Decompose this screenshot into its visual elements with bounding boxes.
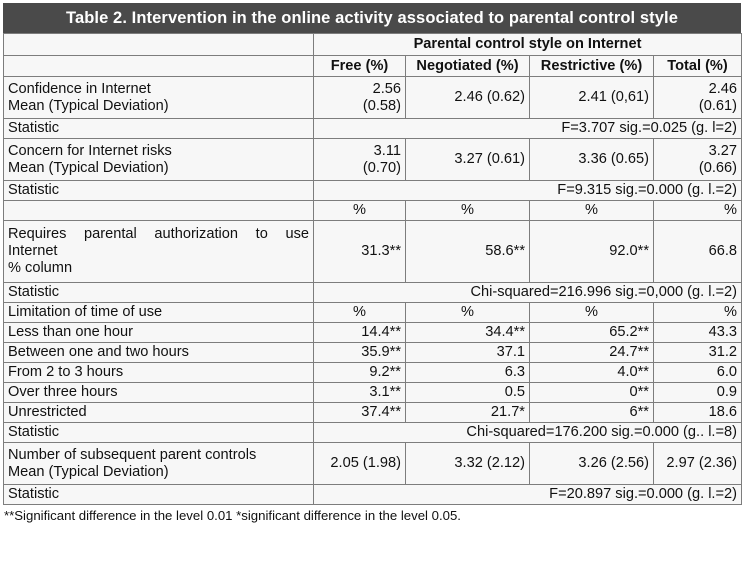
- table-row-statistic: [4, 119, 742, 139]
- cell-line: (0.58): [362, 97, 401, 114]
- cell-total: %: [654, 201, 742, 221]
- cell-total: [654, 77, 742, 119]
- statistic-value: Chi-squared=216.996 sig.=0,000 (g. l.=2): [314, 283, 742, 303]
- row-label: Over three hours: [4, 383, 314, 403]
- statistic-value: F=20.897 sig.=0.000 (g. l.=2): [314, 485, 742, 505]
- cell-line: 3.27: [708, 142, 737, 159]
- empty-cell: [4, 201, 314, 221]
- cell-line: 3.11: [373, 142, 401, 159]
- cell-negotiated: 2.46 (0.62): [406, 77, 530, 119]
- col-free: Free (%): [314, 56, 406, 77]
- cell-total: 2.97 (2.36): [654, 443, 742, 485]
- row-label: Statistic: [4, 423, 314, 443]
- statistic-value: Chi-squared=176.200 sig.=0.000 (g.. l.=8): [314, 423, 742, 443]
- cell-free: 31.3**: [314, 221, 406, 283]
- table-row: [4, 323, 742, 343]
- cell-negotiated: 0.5: [406, 383, 530, 403]
- group-header: Parental control style on Internet: [314, 34, 742, 56]
- cell-restrictive: 24.7**: [530, 343, 654, 363]
- row-label-line: Concern for Internet risks: [8, 142, 172, 159]
- cell-free: 14.4**: [314, 323, 406, 343]
- cell-free: 2.05 (1.98): [314, 443, 406, 485]
- col-restrictive: Restrictive (%): [530, 56, 654, 77]
- cell-negotiated: 21.7*: [406, 403, 530, 423]
- table-row-authorization: [4, 221, 742, 283]
- cell-free: [314, 77, 406, 119]
- table-row: [4, 403, 742, 423]
- cell-total: 31.2: [654, 343, 742, 363]
- table-row: [4, 343, 742, 363]
- cell-line: 2.56: [372, 80, 401, 97]
- cell-total: %: [654, 303, 742, 323]
- cell-free: [314, 139, 406, 181]
- cell-total: 6.0: [654, 363, 742, 383]
- row-label-line: Internet: [8, 243, 58, 259]
- cell-restrictive: 4.0**: [530, 363, 654, 383]
- cell-negotiated: 6.3: [406, 363, 530, 383]
- empty-corner: [4, 56, 314, 77]
- cell-negotiated: %: [406, 201, 530, 221]
- cell-restrictive: 92.0**: [530, 221, 654, 283]
- col-total: Total (%): [654, 56, 742, 77]
- cell-negotiated: 3.32 (2.12): [406, 443, 530, 485]
- table-row: [4, 363, 742, 383]
- cell-restrictive: 3.36 (0.65): [530, 139, 654, 181]
- cell-line: (0.70): [362, 159, 401, 176]
- cell-free: 37.4**: [314, 403, 406, 423]
- row-label-line: Mean (Typical Deviation): [8, 159, 169, 176]
- cell-line: 2.46: [708, 80, 737, 97]
- row-label-line: % column: [8, 260, 73, 276]
- cell-negotiated: 34.4**: [406, 323, 530, 343]
- cell-restrictive: 0**: [530, 383, 654, 403]
- row-label: Statistic: [4, 181, 314, 201]
- row-label-line: Requires parental authorization to use: [8, 226, 309, 242]
- statistic-value: F=9.315 sig.=0.000 (g. l.=2): [314, 181, 742, 201]
- cell-restrictive: 6**: [530, 403, 654, 423]
- table-row-statistic: [4, 283, 742, 303]
- table-figure: [3, 3, 741, 523]
- cell-free: %: [314, 201, 406, 221]
- cell-total: [654, 139, 742, 181]
- table-row-controls: [4, 443, 742, 485]
- cell-total: 66.8: [654, 221, 742, 283]
- cell-free: 35.9**: [314, 343, 406, 363]
- cell-total: 0.9: [654, 383, 742, 403]
- row-label: From 2 to 3 hours: [4, 363, 314, 383]
- row-label: Statistic: [4, 283, 314, 303]
- group-header-row: [4, 34, 742, 56]
- row-label: [4, 443, 314, 485]
- row-label-line: Number of subsequent parent controls: [8, 446, 257, 463]
- row-label: Limitation of time of use: [4, 303, 314, 323]
- cell-restrictive: %: [530, 201, 654, 221]
- column-header-row: [4, 56, 742, 77]
- table-row-limitation: [4, 303, 742, 323]
- table-row-percent-header: [4, 201, 742, 221]
- row-label: [4, 139, 314, 181]
- row-label: [4, 77, 314, 119]
- statistic-value: F=3.707 sig.=0.025 (g. l=2): [314, 119, 742, 139]
- results-table: [3, 33, 742, 505]
- row-label-line: Mean (Typical Deviation): [8, 97, 169, 114]
- cell-negotiated: %: [406, 303, 530, 323]
- cell-restrictive: %: [530, 303, 654, 323]
- table-row-statistic: [4, 485, 742, 505]
- row-label: Between one and two hours: [4, 343, 314, 363]
- row-label: Less than one hour: [4, 323, 314, 343]
- table-row: [4, 383, 742, 403]
- cell-free: 3.1**: [314, 383, 406, 403]
- cell-negotiated: 3.27 (0.61): [406, 139, 530, 181]
- table-title: Table 2. Intervention in the online activity associated to parental control style: [3, 3, 741, 33]
- row-label: [4, 221, 314, 283]
- cell-negotiated: 58.6**: [406, 221, 530, 283]
- cell-restrictive: 3.26 (2.56): [530, 443, 654, 485]
- row-label: Unrestricted: [4, 403, 314, 423]
- cell-free: %: [314, 303, 406, 323]
- cell-line: (0.66): [698, 159, 737, 176]
- cell-negotiated: 37.1: [406, 343, 530, 363]
- table-row-concern: [4, 139, 742, 181]
- cell-total: 43.3: [654, 323, 742, 343]
- row-label: Statistic: [4, 485, 314, 505]
- cell-free: 9.2**: [314, 363, 406, 383]
- table-row-confidence: [4, 77, 742, 119]
- row-label-line: Mean (Typical Deviation): [8, 463, 169, 480]
- cell-restrictive: 65.2**: [530, 323, 654, 343]
- cell-line: (0.61): [698, 97, 737, 114]
- col-negotiated: Negotiated (%): [406, 56, 530, 77]
- footnote: **Significant difference in the level 0.01 *significant difference in the level 0.05.: [4, 508, 461, 523]
- table-row-statistic: [4, 181, 742, 201]
- cell-restrictive: 2.41 (0,61): [530, 77, 654, 119]
- empty-corner: [4, 34, 314, 56]
- table-row-statistic: [4, 423, 742, 443]
- row-label: Statistic: [4, 119, 314, 139]
- row-label-line: Confidence in Internet: [8, 80, 151, 97]
- cell-total: 18.6: [654, 403, 742, 423]
